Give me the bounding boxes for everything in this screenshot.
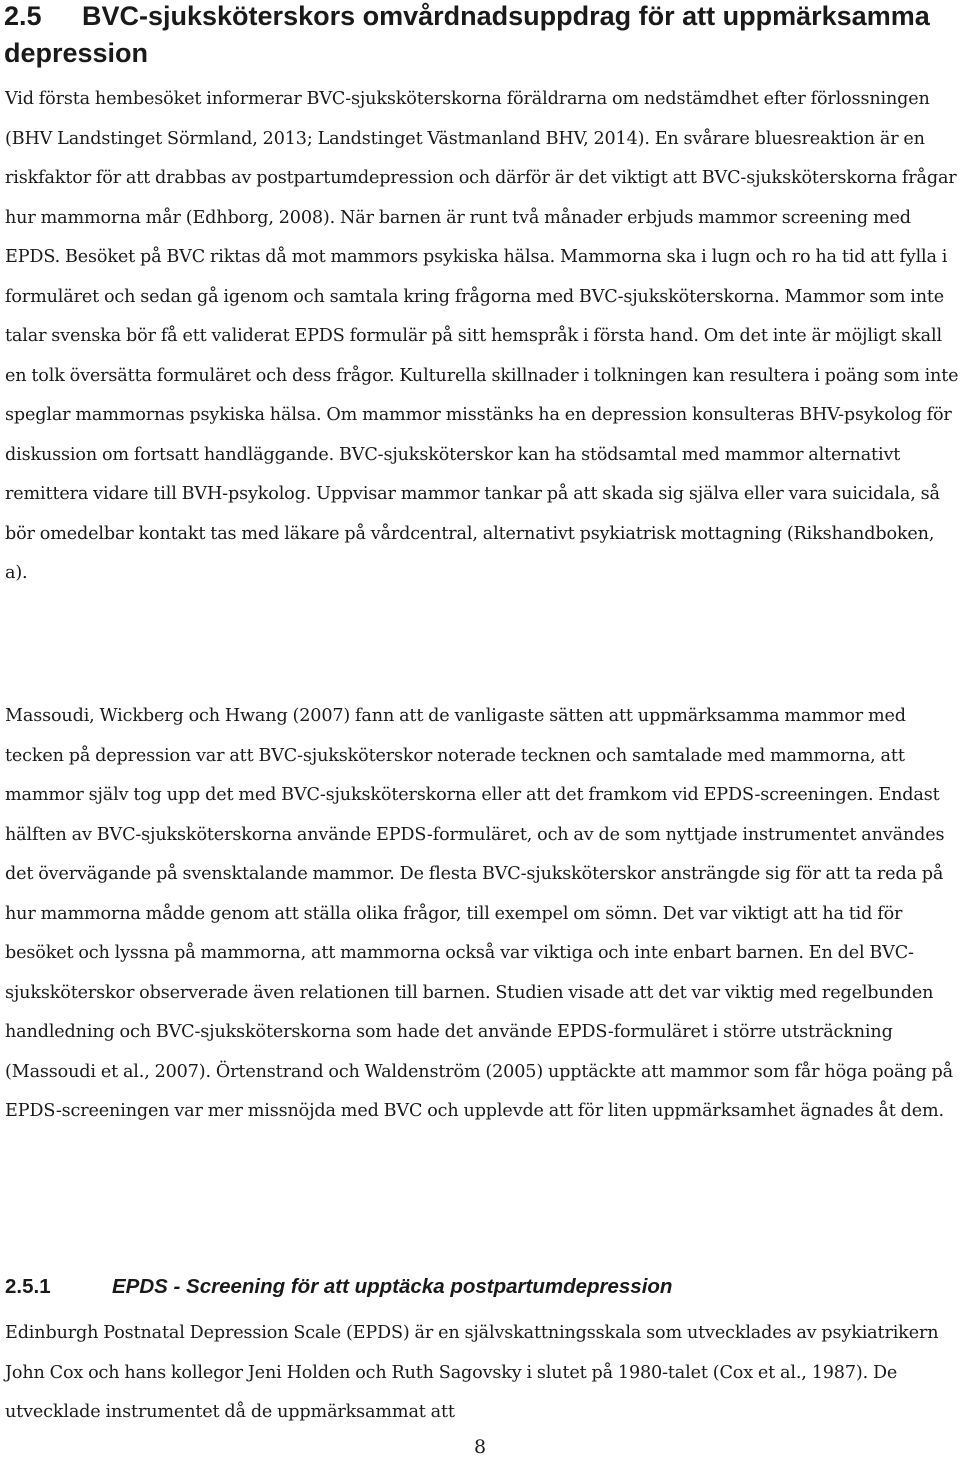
subsection-title: EPDS - Screening för att upptäcka postpartumdepression — [112, 1275, 673, 1298]
subsection-heading — [5, 1272, 672, 1302]
section-number: 2.5 — [4, 1, 42, 31]
section-heading — [4, 0, 954, 72]
paragraph-massoudi: Massoudi, Wickberg och Hwang (2007) fann att de vanligaste sätten att uppmärksamma mammor med tecken på depression var att BVC-sjuksköterskor noterade tecknen och samtalade med mammorna, att mammor själv tog upp det med BVC-sjuksköterskorna eller att det framkom vid EPDS-screeningen. Endast hälften av BVC-sjuksköterskorna använde EPDS-formuläret, och av de som nyttjade instrumentet användes det övervägande på svensktalande mammor. De flesta BVC-sjuksköterskor ansträngde sig för att ta reda på hur mammorna mådde genom att ställa olika frågor, till exempel om sömn. Det var viktigt att ha tid för besöket och lyssna på mammorna, att mammorna också var viktiga och inte enbart barnen. En del BVC-sjuksköterskor observerade även relationen till barnen. Studien visade att det var viktig med regelbunden handledning och BVC-sjuksköterskorna som hade det använde EPDS-formuläret i större utsträckning (Massoudi et al., 2007). Örtenstrand och Waldenström (2005) upptäckte att mammor som får höga poäng på EPDS-screeningen var mer missnöjda med BVC och upplevde att för liten uppmärksamhet ägnades åt dem. — [5, 706, 953, 1121]
paragraph-hembesok: Vid första hembesöket informerar BVC-sjuksköterskorna föräldrarna om nedstämdhet efter förlossningen (BHV Landstinget Sörmland, 2013; Landstinget Västmanland BHV, 2014). En svårare bluesreaktion är en riskfaktor för att drabbas av postpartumdepression och därför är det viktigt att BVC-sjuksköterskorna frågar hur mammorna mår (Edhborg, 2008). När barnen är runt två månader erbjuds mammor screening med EPDS. Besöket på BVC riktas då mot mammors psykiska hälsa. Mammorna ska i lugn och ro ha tid att fylla i formuläret och sedan gå igenom och samtala kring frågorna med BVC-sjuksköterskorna. Mammor som inte talar svenska bör få ett validerat EPDS formulär på sitt hemspråk i första hand. Om det inte är möjligt skall en tolk översätta formuläret och dess frågor. Kulturella skillnader i tolkningen kan resultera i poäng som inte speglar mammornas psykiska hälsa. Om mammor misstänks ha en depression konsulteras BHV-psykolog för diskussion om fortsatt handläggande. BVC-sjuksköterskor kan ha stödsamtal med mammor alternativt remittera vidare till BVH-psykolog. Uppvisar mammor tankar på att skada sig själva eller vara suicidala, så bör omedelbar kontakt tas med läkare på vårdcentral, alternativt psykiatrisk mottagning (Rikshandboken, a). — [5, 89, 959, 583]
page-number: 8 — [473, 1436, 487, 1458]
subsection-number: 2.5.1 — [5, 1275, 51, 1298]
section-title: BVC-sjuksköterskors omvårdnadsuppdrag för att uppmärksamma depression — [4, 1, 930, 68]
paragraph-epds: Edinburgh Postnatal Depression Scale (EPDS) är en självskattningsskala som utvecklades av psykiatrikern John Cox och hans kollegor Jeni Holden och Ruth Sagovsky i slutet på 1980-talet (Cox et al., 1987). De utvecklade instrumentet då de uppmärksammat att — [5, 1323, 939, 1422]
